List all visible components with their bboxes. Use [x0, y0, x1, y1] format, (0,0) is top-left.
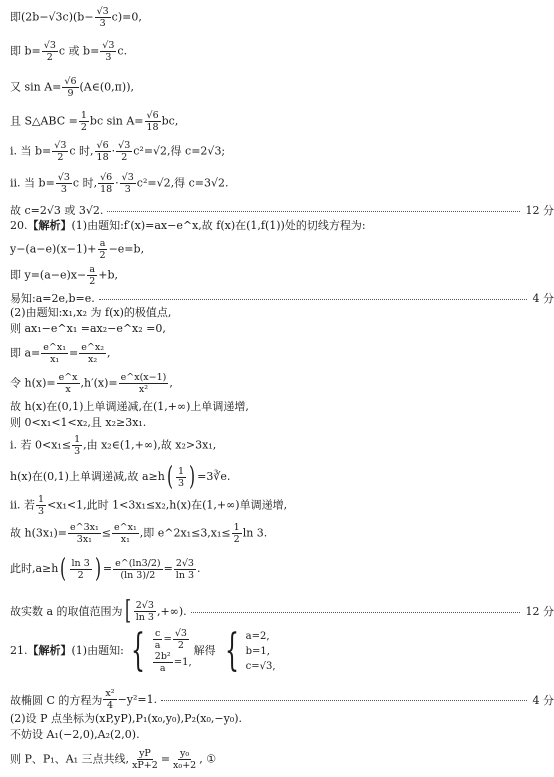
fraction — [153, 628, 163, 651]
text: = — [160, 752, 171, 766]
numerator: √6 — [64, 76, 77, 87]
text: ,h′(x)= — [80, 376, 118, 390]
denominator: 3 — [74, 446, 81, 457]
numerator: y₀ — [180, 748, 190, 759]
numerator: ln 3 — [71, 557, 90, 569]
text-line: 则 0<x₁<1<x₂,且 x₂≥3x₁. — [10, 416, 147, 429]
text-line: (2)由题知:x₁,x₂ 为 f(x)的极值点, — [10, 306, 172, 319]
text: c. — [117, 44, 128, 58]
analysis-tag: 【解析】 — [27, 219, 72, 232]
denominator: 18 — [96, 152, 109, 163]
numerator: √3 — [174, 628, 187, 639]
equation-line — [10, 556, 201, 582]
score-label: 12 分 — [525, 605, 554, 618]
dotted-leader — [161, 700, 526, 701]
dotted-leader — [99, 299, 527, 300]
fraction — [72, 434, 82, 457]
numerator: x² — [105, 688, 115, 699]
text: ⅱ. 若 — [10, 498, 36, 512]
fraction — [87, 264, 97, 287]
text: 则 P、P₁、A₁ 三点共线, — [10, 752, 130, 766]
fraction — [36, 494, 46, 517]
text: +b, — [98, 268, 119, 282]
system-row — [152, 651, 192, 674]
system-row: b=1, — [245, 645, 270, 657]
numerator: √3 — [57, 172, 70, 183]
numerator: 2√3 — [135, 599, 154, 611]
equation-line — [10, 522, 267, 545]
fraction — [171, 748, 198, 771]
denominator: 2 — [177, 640, 184, 651]
denominator: 3 — [38, 506, 45, 517]
numerator: √3 — [43, 40, 56, 51]
fraction — [42, 40, 58, 63]
equation-line — [10, 140, 225, 163]
fraction — [62, 76, 78, 99]
text: −y²=1. — [117, 693, 158, 706]
numerator: √6 — [146, 110, 159, 121]
fraction — [57, 372, 80, 395]
denominator: 2 — [80, 122, 87, 133]
denominator: 2 — [121, 152, 128, 163]
text: ⅰ. 若 0<x₁≤ — [10, 438, 72, 452]
denominator: x — [65, 384, 71, 395]
text: = — [163, 634, 172, 645]
numerator: e^x₁ — [114, 522, 137, 533]
text: = — [163, 562, 173, 575]
denominator: 4 — [106, 700, 114, 711]
system-row — [152, 628, 192, 651]
numerator: √3 — [121, 172, 134, 183]
solution-system — [218, 625, 276, 676]
text: =1, — [173, 657, 192, 668]
fraction — [95, 6, 111, 29]
numerator: √3 — [118, 140, 131, 151]
equation-line — [10, 6, 142, 29]
denominator: x₁ — [50, 354, 60, 365]
numerator: 1 — [74, 434, 81, 445]
numerator: e^x(x−1) — [120, 372, 167, 383]
text: 又 sin A= — [10, 80, 62, 94]
text: c 或 b= — [58, 44, 100, 58]
left-brace: { — [224, 625, 239, 676]
equation-line — [10, 40, 127, 63]
denominator: 2 — [57, 152, 64, 163]
text: (A∈(0,π)), — [79, 80, 134, 94]
denominator: x₂ — [88, 354, 98, 365]
system-row: c=√3, — [245, 660, 276, 672]
denominator: 2 — [89, 276, 96, 287]
text: <x₁<1,此时 1<3x₁≤x₂,h(x)在(1,+∞)单调递增, — [47, 498, 288, 512]
text: = — [102, 562, 113, 575]
denominator: x₀+2 — [173, 760, 197, 771]
denominator: 2 — [46, 52, 53, 63]
denominator: 3 — [60, 184, 67, 195]
fraction — [98, 172, 114, 195]
denominator: 3 — [124, 184, 131, 195]
system-rows — [152, 628, 192, 674]
fraction — [134, 600, 156, 623]
equation-line — [10, 172, 228, 195]
text-line: 故 h(x)在(0,1)上单调递减,在(1,+∞)上单调递增, — [10, 400, 249, 413]
text: · — [111, 144, 116, 158]
system-row: a=2, — [245, 630, 270, 642]
text: = — [69, 346, 79, 360]
left-paren: ( — [166, 462, 173, 492]
text: ≤ — [101, 526, 112, 540]
numerator: e^(ln3/2) — [115, 557, 161, 569]
fraction — [130, 748, 160, 771]
score-line — [0, 598, 554, 624]
numerator: √3 — [102, 40, 115, 51]
numerator: yP — [139, 748, 151, 759]
fraction — [68, 522, 101, 545]
denominator: 2 — [233, 534, 240, 545]
fraction — [113, 558, 162, 581]
text: c)=0, — [111, 10, 142, 24]
left-brace: { — [130, 625, 145, 676]
numerator: e^x₁ — [43, 342, 67, 353]
text: 故椭圆 C 的方程为 — [10, 693, 103, 707]
analysis-tag: 【解析】 — [27, 644, 72, 657]
text: c²=√2,得 c=3√2. — [136, 176, 229, 190]
system-rows — [246, 629, 276, 674]
fraction — [174, 558, 196, 581]
denominator: a — [154, 640, 161, 651]
fraction — [103, 688, 116, 711]
fraction — [79, 342, 106, 365]
text: (1)由题知:f′(x)=ax−e^x,故 f(x)在(1,f(1))处的切线方程为: — [71, 219, 366, 232]
score-label: 4 分 — [532, 693, 554, 707]
equation-line — [10, 434, 216, 457]
fraction — [232, 522, 242, 545]
text: . — [197, 562, 201, 575]
numerator: √6 — [100, 172, 113, 183]
fraction — [79, 110, 89, 133]
equation-line — [10, 372, 173, 395]
equation-line — [10, 76, 134, 99]
score-line — [0, 688, 554, 711]
text-line: (2)设 P 点坐标为(xP,yP),P₁(x₀,y₀),P₂(x₀,−y₀). — [10, 712, 243, 725]
score-line — [0, 290, 554, 306]
text: · — [115, 176, 119, 190]
denominator: ln 3 — [175, 569, 195, 581]
denominator: a — [159, 663, 166, 674]
fraction — [119, 372, 169, 395]
equation-line — [10, 110, 178, 133]
numerator: 1 — [38, 494, 45, 505]
numerator: 1 — [177, 465, 185, 477]
text: 此时,a≥h — [10, 562, 59, 575]
equation-line — [10, 464, 230, 490]
numerator: √3 — [54, 140, 67, 151]
denominator: 2 — [99, 250, 106, 261]
right-paren: ) — [94, 554, 101, 584]
equation-line — [10, 264, 118, 287]
dotted-leader — [191, 612, 520, 613]
fraction — [98, 238, 108, 261]
equation-line — [10, 342, 111, 365]
text: ln 3. — [242, 526, 268, 540]
denominator: 3 — [105, 52, 112, 63]
fraction — [173, 628, 189, 651]
equation-line — [10, 748, 216, 771]
text: 解得 — [193, 644, 216, 657]
fraction — [153, 651, 173, 674]
problem-header — [10, 625, 276, 676]
text: c 时, — [69, 144, 94, 158]
score-line — [0, 202, 554, 218]
fraction — [120, 172, 136, 195]
equation-system — [124, 625, 192, 676]
denominator: xP+2 — [132, 760, 158, 771]
denominator: 18 — [146, 122, 159, 133]
text: 即 b= — [10, 44, 41, 58]
text: h(x)在(0,1)上单调递减,故 a≥h — [10, 470, 165, 483]
equation-line — [10, 494, 287, 517]
numerator: c — [154, 628, 161, 639]
numerator: e^x₂ — [81, 342, 104, 353]
text: bc sin A= — [89, 114, 144, 128]
numerator: a — [99, 238, 106, 249]
text: 即(2b−√3c)(b− — [10, 10, 94, 24]
text: c²=√2,得 c=2√3; — [133, 144, 226, 158]
right-paren: ) — [189, 462, 196, 492]
score-label: 12 分 — [525, 204, 554, 217]
fraction — [100, 40, 116, 63]
denominator: 18 — [100, 184, 113, 195]
text: 易知:a=2e,b=e. — [10, 292, 95, 305]
text: 令 h(x)= — [10, 376, 56, 390]
fraction — [145, 110, 161, 133]
left-bracket: [ — [124, 596, 131, 626]
numerator: e^3x₁ — [70, 522, 99, 533]
fraction — [112, 522, 139, 545]
fraction — [95, 140, 111, 163]
text: c 时, — [72, 176, 98, 190]
numerator: √3 — [96, 6, 109, 17]
text: 且 S△ABC = — [10, 114, 78, 128]
denominator: 3 — [99, 18, 106, 29]
text: ,由 x₂∈(1,+∞),故 x₂>3x₁, — [83, 438, 217, 452]
score-label: 4 分 — [532, 292, 554, 305]
text: (1)由题知: — [71, 644, 124, 657]
numerator: a — [89, 264, 96, 275]
text: −e=b, — [108, 242, 145, 256]
text: 即 y=(a−e)x− — [10, 268, 87, 282]
denominator: 3x₁ — [76, 534, 92, 545]
text-line: 不妨设 A₁(−2,0),A₂(2,0). — [10, 728, 140, 741]
left-paren: ( — [60, 554, 67, 584]
numerator: √6 — [96, 140, 109, 151]
denominator: 9 — [67, 88, 74, 99]
fraction — [56, 172, 72, 195]
text: , — [169, 376, 173, 390]
text: 故实数 a 的取值范围为 — [10, 605, 123, 618]
text: 故 c=2√3 或 3√2. — [10, 204, 104, 217]
fraction — [70, 558, 92, 581]
text: ⅰ. 当 b= — [10, 144, 52, 158]
text: 故 h(3x₁)= — [10, 526, 67, 540]
equation-line — [10, 238, 144, 261]
numerator: 2b² — [154, 651, 171, 662]
denominator: x₁ — [120, 534, 130, 545]
fraction — [176, 466, 186, 489]
text: bc, — [161, 114, 179, 128]
numerator: 2√3 — [175, 557, 194, 569]
text: 即 a= — [10, 346, 41, 360]
fraction — [41, 342, 68, 365]
problem-number: 20. — [10, 219, 28, 232]
problem-number: 21. — [10, 644, 28, 657]
text: , — [107, 346, 111, 360]
denominator: x² — [138, 384, 149, 395]
text: =3∛e. — [197, 470, 231, 483]
text-line: 则 ax₁−e^x₁ =ax₂−e^x₂ =0, — [10, 322, 166, 335]
text: ⅱ. 当 b= — [10, 176, 55, 190]
text: , ① — [199, 752, 217, 766]
dotted-leader — [107, 211, 519, 212]
text: y−(a−e)(x−1)+ — [10, 242, 97, 256]
denominator: 2 — [77, 569, 84, 581]
numerator: 1 — [80, 110, 87, 121]
denominator: 3 — [177, 477, 185, 489]
denominator: ln 3 — [135, 611, 154, 623]
denominator: (ln 3)/2 — [120, 569, 156, 581]
text: ,+∞). — [156, 604, 187, 618]
numerator: e^x — [58, 372, 78, 383]
numerator: 1 — [233, 522, 240, 533]
fraction — [52, 140, 68, 163]
text: ,即 e^2x₁≤3,x₁≤ — [139, 526, 231, 540]
fraction — [116, 140, 132, 163]
problem-header — [10, 219, 366, 233]
